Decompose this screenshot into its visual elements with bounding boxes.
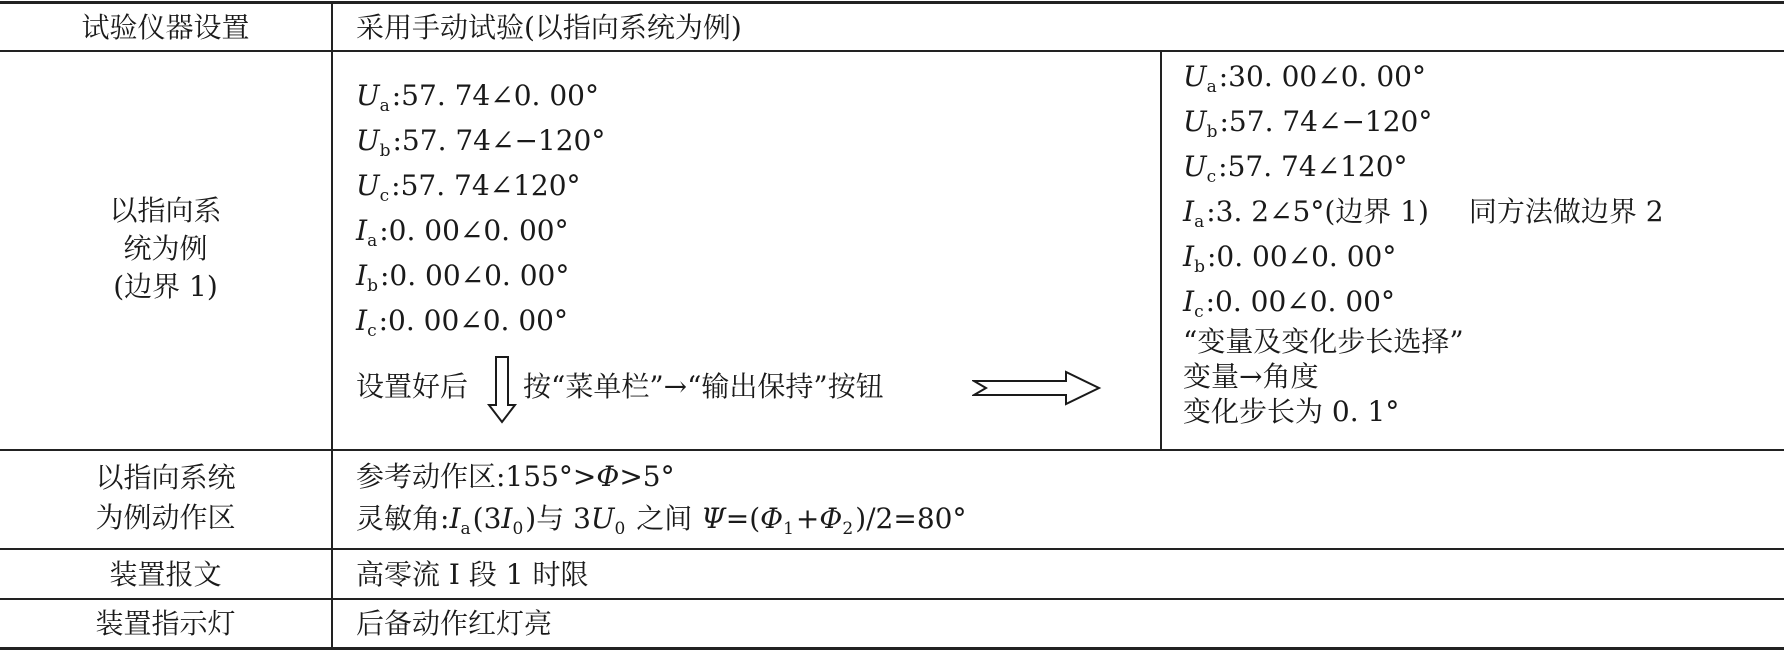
value-ia-adjusted: $I_a:3$. 2∠5°(边界 1) 同方法做边界 2 bbox=[1183, 195, 1664, 232]
label-instrument-setup bbox=[0, 6, 331, 50]
content-text: 采用手动试验(以指向系统为例) bbox=[356, 11, 742, 44]
value-ib-adjusted: $I_b:0$. 00∠0. 00° bbox=[1183, 240, 1397, 277]
setup-instruction-suffix bbox=[523, 367, 884, 407]
label-line-2: 统为例 bbox=[123, 232, 208, 265]
label-action-zone bbox=[0, 458, 331, 538]
value-ub: $U_b:57$. 74∠−120° bbox=[356, 124, 606, 161]
label-text: 试验仪器设置 bbox=[81, 11, 250, 44]
label-line-3: (边界 1) bbox=[113, 270, 218, 303]
value-ua: $U_a:57$. 74∠0. 00° bbox=[356, 79, 599, 116]
label-boundary1 bbox=[0, 192, 331, 306]
variable-step-title: “变量及变化步长选择” bbox=[1183, 325, 1464, 358]
label-indicator-light bbox=[0, 601, 331, 647]
content-text: 后备动作红灯亮 bbox=[356, 607, 553, 640]
setup-instruction-prefix bbox=[356, 367, 468, 407]
sensitivity-angle-line: 灵敏角$:I_a(3I_0)$与 $3U_0$ 之间 $\Psi=(\Phi_1+\Phi_2)/2=80^\circ$ bbox=[356, 502, 967, 539]
content-text: 高零流 I 段 1 时限 bbox=[356, 558, 589, 591]
label-text: 装置报文 bbox=[109, 558, 222, 591]
down-arrow-icon bbox=[487, 355, 517, 425]
rule-row4 bbox=[0, 598, 1784, 600]
value-ua-adjusted: $U_a:30$. 00∠0. 00° bbox=[1183, 60, 1426, 97]
value-ic-adjusted: $I_c:0$. 00∠0. 00° bbox=[1183, 285, 1395, 322]
label-line-1: 以指向系统 bbox=[95, 461, 236, 494]
label-line-2: 为例动作区 bbox=[95, 501, 236, 534]
device-message-content bbox=[356, 552, 588, 598]
action-zone-content bbox=[356, 456, 966, 540]
value-uc: $U_c:57$. 74∠120° bbox=[356, 169, 581, 206]
label-device-message bbox=[0, 552, 331, 598]
rule-bottom bbox=[0, 647, 1784, 650]
setup-suffix-text: 按“菜单栏”→“输出保持”按钮 bbox=[523, 370, 884, 403]
value-ub-adjusted: $U_b:57$. 74∠−120° bbox=[1183, 105, 1433, 142]
step-line: 变化步长为 0. 1° bbox=[1183, 395, 1400, 428]
label-line-1: 以指向系 bbox=[109, 194, 222, 227]
rule-row3 bbox=[0, 548, 1784, 550]
variable-line: 变量→角度 bbox=[1183, 360, 1319, 393]
value-uc-adjusted: $U_c:57$. 74∠120° bbox=[1183, 150, 1408, 187]
initial-values bbox=[356, 73, 605, 343]
value-ib: $I_b:0$. 00∠0. 00° bbox=[356, 259, 570, 296]
same-method-note: 同方法做边界 2 bbox=[1468, 195, 1664, 228]
adjusted-values bbox=[1183, 54, 1664, 429]
indicator-light-content bbox=[356, 601, 552, 647]
reference-zone-line: 参考动作区:155°>Φ>5° bbox=[356, 460, 675, 493]
value-ia: $I_a:0$. 00∠0. 00° bbox=[356, 214, 569, 251]
rule-col-split bbox=[331, 2, 333, 648]
value-ic: $I_c:0$. 00∠0. 00° bbox=[356, 304, 568, 341]
setup-prefix-text: 设置好后 bbox=[356, 370, 469, 403]
right-arrow-icon bbox=[972, 370, 1102, 406]
label-text: 装置指示灯 bbox=[95, 607, 236, 640]
rule-row1 bbox=[0, 50, 1784, 52]
content-manual-test bbox=[356, 6, 742, 50]
rule-inner-split bbox=[1160, 51, 1162, 450]
rule-top bbox=[0, 1, 1784, 4]
rule-row2 bbox=[0, 449, 1784, 451]
